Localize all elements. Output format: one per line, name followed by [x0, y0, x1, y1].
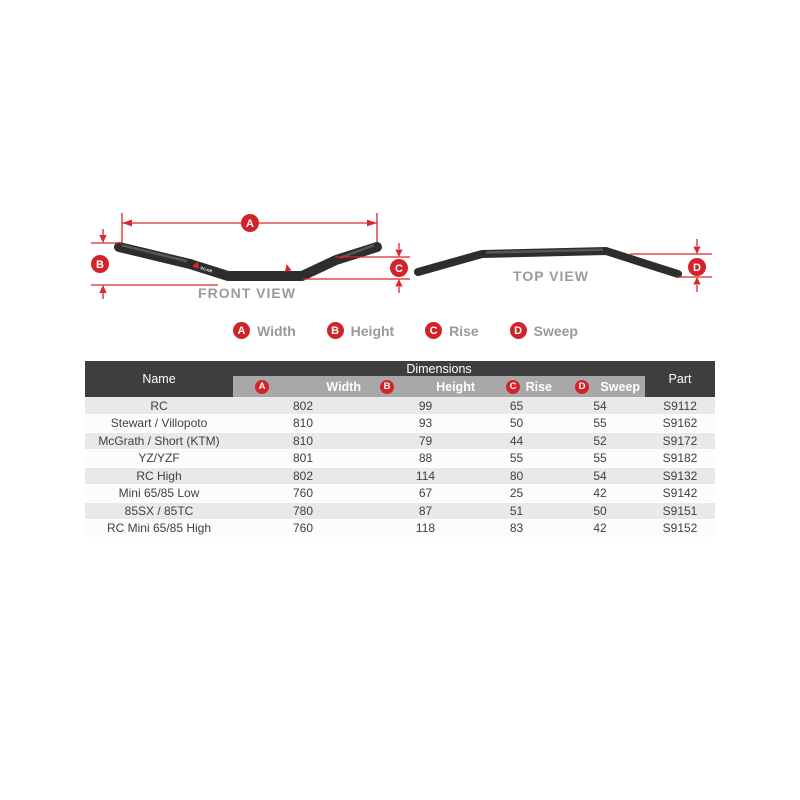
cell-height: 118 — [415, 521, 436, 536]
handlebar-diagrams — [0, 0, 800, 318]
cell-width: 801 — [292, 451, 314, 466]
cell-rise: 83 — [509, 521, 524, 536]
cell-name: Stewart / Villopoto — [110, 416, 208, 431]
dimensions-table — [85, 361, 715, 538]
cell-height: 93 — [418, 416, 433, 431]
b-top-arrowhead-icon — [99, 235, 106, 243]
cell-name: RC — [150, 398, 168, 413]
subcolumn-label-height: Height — [436, 379, 475, 394]
handlebar-front-view — [119, 247, 377, 276]
cell-name: McGrath / Short (KTM) — [98, 433, 220, 448]
badge-b-letter: B — [96, 259, 104, 271]
cell-height: 88 — [418, 451, 433, 466]
cell-sweep: 52 — [593, 433, 607, 448]
column-header-part: Part — [645, 361, 715, 397]
sub-badge-d-icon: D — [575, 380, 589, 394]
column-header-name: Name — [85, 361, 233, 397]
table-row — [85, 415, 715, 433]
cell-name: 85SX / 85TC — [124, 503, 194, 518]
cell-rise: 25 — [509, 486, 524, 501]
cell-width: 810 — [292, 433, 314, 448]
cell-width: 810 — [292, 416, 314, 431]
legend-badge-b-icon: B — [327, 322, 344, 339]
column-header-dimensions: Dimensions — [233, 361, 645, 376]
cell-rise: 51 — [509, 503, 524, 518]
dimension-a-width — [122, 213, 377, 247]
sub-badge-c-icon: C — [506, 380, 520, 394]
cell-part: S9182 — [662, 451, 698, 466]
cell-width: 802 — [292, 468, 314, 483]
subcolumn-header-rise — [478, 376, 555, 397]
cell-part: S9172 — [662, 433, 698, 448]
cell-rise: 55 — [509, 451, 524, 466]
cell-part: S9132 — [662, 468, 698, 483]
cell-part: S9152 — [662, 521, 698, 536]
legend-badge-c-icon: C — [425, 322, 442, 339]
cell-rise: 65 — [509, 398, 524, 413]
legend-item-sweep — [510, 322, 578, 339]
cell-width: 780 — [292, 503, 314, 518]
cell-height: 67 — [418, 486, 433, 501]
subcolumn-header-height — [373, 376, 478, 397]
legend-badge-a-icon: A — [233, 322, 250, 339]
subcolumn-label-width: Width — [326, 379, 361, 394]
badge-c-letter: C — [395, 263, 403, 275]
b-bottom-arrowhead-icon — [99, 285, 106, 293]
legend-badge-d-icon: D — [510, 322, 527, 339]
cell-height: 79 — [418, 433, 433, 448]
badge-a-letter: A — [246, 218, 254, 230]
front-view-label: FRONT VIEW — [198, 285, 296, 301]
legend-item-width — [233, 322, 296, 339]
cell-rise: 44 — [509, 433, 524, 448]
legend-label-height: Height — [350, 322, 395, 339]
cell-name: RC High — [136, 468, 182, 483]
badge-d-letter: D — [693, 262, 701, 274]
subcolumn-header-sweep — [555, 376, 645, 397]
table-row — [85, 520, 715, 538]
cell-height: 114 — [415, 468, 436, 483]
table-row — [85, 432, 715, 450]
top-view-drawing — [418, 239, 712, 292]
cell-width: 802 — [292, 398, 314, 413]
cell-sweep: 42 — [593, 486, 607, 501]
subcolumn-header-width — [233, 376, 373, 397]
table-row — [85, 397, 715, 415]
table-row — [85, 485, 715, 503]
cell-name: RC Mini 65/85 High — [106, 521, 212, 536]
svg-text:SCAR: SCAR — [291, 263, 306, 271]
cell-part: S9151 — [662, 503, 698, 518]
table-row — [85, 467, 715, 485]
cell-name: YZ/YZF — [138, 451, 180, 466]
cell-part: S9142 — [662, 486, 698, 501]
arrowhead-left-icon — [122, 220, 132, 227]
cell-rise: 50 — [509, 416, 524, 431]
svg-text:SCAR: SCAR — [199, 265, 214, 274]
cell-part: S9162 — [662, 416, 698, 431]
subcolumn-label-rise: Rise — [525, 379, 552, 394]
legend-label-rise: Rise — [449, 322, 479, 339]
cell-sweep: 50 — [593, 503, 607, 518]
cell-sweep: 55 — [593, 451, 607, 466]
cell-sweep: 54 — [593, 398, 607, 413]
legend-label-width: Width — [257, 322, 296, 339]
sub-badge-a-icon: A — [255, 380, 269, 394]
cell-sweep: 42 — [593, 521, 607, 536]
table-row — [85, 450, 715, 468]
cell-width: 760 — [292, 521, 314, 536]
sub-badge-b-icon: B — [380, 380, 394, 394]
cell-rise: 80 — [509, 468, 524, 483]
cell-height: 99 — [418, 398, 433, 413]
cell-height: 87 — [418, 503, 433, 518]
legend-item-rise — [425, 322, 479, 339]
cell-part: S9112 — [663, 398, 697, 413]
cell-sweep: 54 — [593, 468, 607, 483]
c-bottom-arrowhead-icon — [395, 279, 402, 287]
cell-sweep: 55 — [593, 416, 607, 431]
cell-width: 760 — [292, 486, 314, 501]
subcolumn-label-sweep: Sweep — [600, 379, 640, 394]
legend-item-height — [327, 322, 395, 339]
top-view-label: TOP VIEW — [513, 268, 589, 284]
dimension-legend — [233, 321, 578, 340]
cell-name: Mini 65/85 Low — [118, 486, 200, 501]
d-bottom-arrowhead-icon — [693, 277, 700, 285]
d-top-arrowhead-icon — [693, 247, 700, 255]
arrowhead-right-icon — [367, 220, 377, 227]
front-view-drawing — [91, 213, 410, 301]
table-row — [85, 502, 715, 520]
table-header-row-1 — [85, 361, 715, 376]
legend-label-sweep: Sweep — [533, 322, 578, 339]
c-top-arrowhead-icon — [395, 250, 402, 258]
